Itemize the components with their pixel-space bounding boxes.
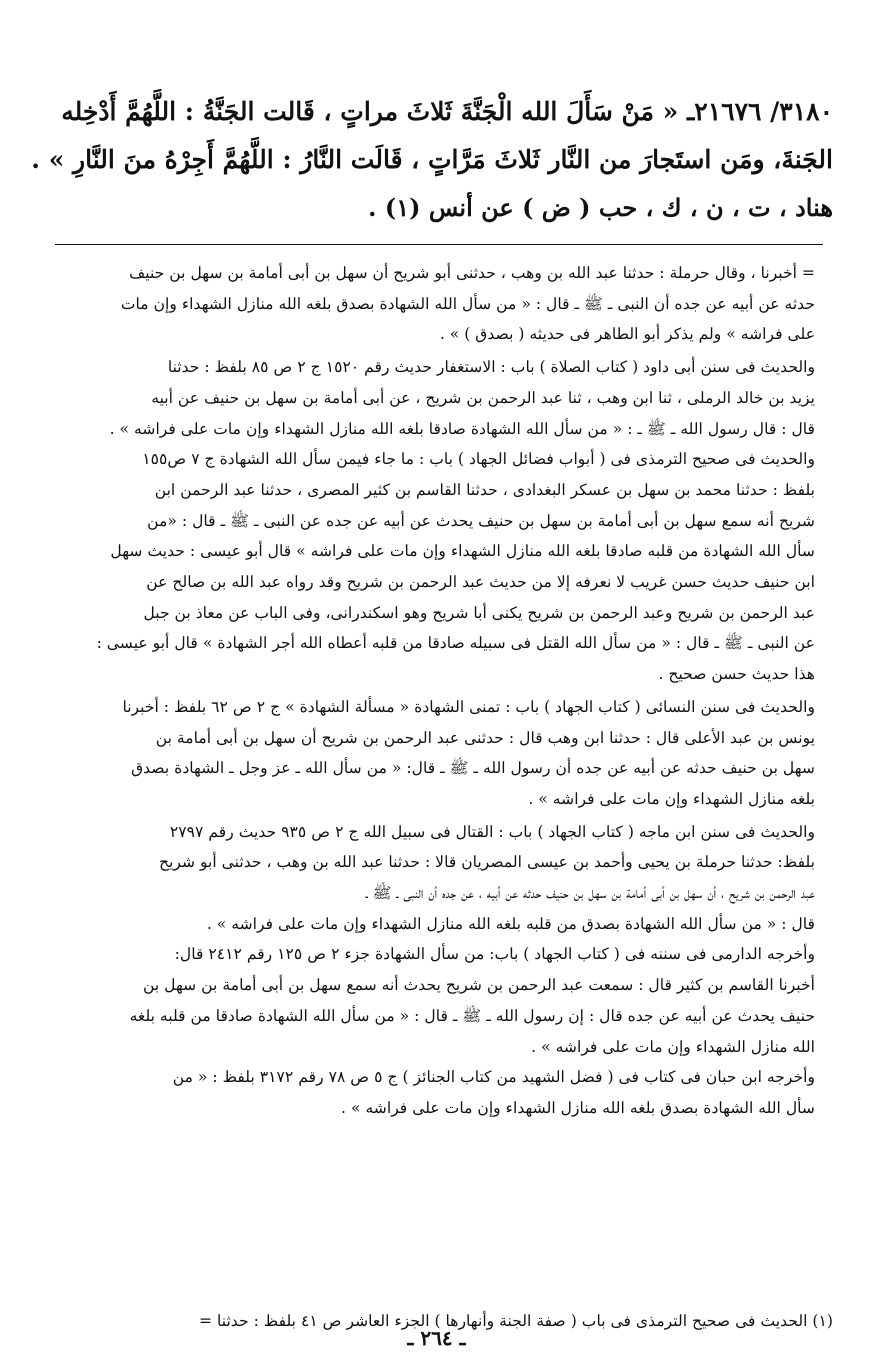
commentary — [28, 258, 815, 1124]
commentary-line: عبد الرحمن بن شريح وعبد الرحمن بن شريح يكنى أبا شريح وهو اسكندرانى، وفى الباب عن معاذ بن جبل — [143, 603, 815, 622]
commentary-line: وأخرجه ابن حبان فى كتاب فى ( فضل الشهيد من كتاب الجنائز ) ج ٥ ص ٧٨ رقم ٣١٧٢ بلفظ : « من — [172, 1068, 815, 1087]
commentary-line: يونس بن عبد الأعلى قال : حدثنا ابن وهب قال : حدثنى عبد الرحمن بن شريح أن سهل بن أبى أمامة بن — [155, 728, 815, 747]
commentary-line: بلغه منازل الشهداء وإن مات على فراشه » . — [528, 789, 815, 808]
commentary-line: يزيد بن خالد الرملى ، ثنا ابن وهب ، ثنا عبد الرحمن بن شريح ، عن أبى أمامة بن سهل بن حنيف عن أبيه — [151, 388, 815, 407]
commentary-line: حدثه عن أبيه عن جده أن النبى ـ ﷺ ـ قال : « من سأل الله الشهادة بصدق بلغه الله منازل الشهداء وإن مات — [120, 294, 815, 313]
commentary-line: والحديث فى صحيح الترمذى فى ( أبواب فضائل الجهاد ) باب : ما جاء فيمن سأل الله الشهادة ج ٧ ص١٥٥ — [142, 450, 815, 469]
footnote-separator — [55, 244, 823, 245]
page-number: ـ ٢٦٤ ـ — [407, 1326, 466, 1350]
commentary-line: حنيف يحدث عن أبيه عن جده قال : إن رسول الله ـ ﷺ ـ قال : « من سأل الله الشهادة صادقا من قلبه بلغه — [129, 1006, 815, 1025]
commentary-line: قال : قال رسول الله ـ ﷺ ـ : « من سأل الله الشهادة صادقا بلغه الله منازل الشهداء وإن مات على فراشه » . — [109, 419, 815, 438]
hadith-text — [30, 88, 833, 232]
commentary-line: على فراشه » ولم يذكر أبو الطاهر فى حديثه ( بصدق ) » . — [439, 325, 815, 344]
hadith-line: الجَنةَ، ومَن استَجارَ من النَّار ثَلاثَ مَرَّاتٍ ، قَالَت النَّارُ : اللَّهُمَّ أَجِرْهُ منَ النَّارِ » . — [31, 145, 833, 174]
commentary-line: بلفظ: حدثنا حرملة بن يحيى وأحمد بن عيسى المصريان قالا : حدثنا عبد الله بن وهب ، حدثنى أبو شريح — [158, 853, 815, 872]
commentary-line: أخبرنا القاسم بن كثير قال : سمعت عبد الرحمن بن شريح يحدث أنه سمع سهل بن أبى أمامة بن سهل بن — [143, 976, 815, 995]
commentary-line: والحديث فى سنن النسائى ( كتاب الجهاد ) باب : تمنى الشهادة « مسألة الشهادة » ج ٢ ص ٦٢ بلفظ : أخبرنا — [122, 697, 815, 716]
commentary-line: وأخرجه الدارمى فى سننه فى ( كتاب الجهاد ) باب: من سأل الشهادة جزء ٢ ص ١٢٥ رقم ٢٤١٢ قال: — [174, 945, 815, 964]
commentary-line: = أخبرنا ، وقال حرملة : حدثنا عبد الله بن وهب ، حدثنى أبو شريح أن سهل بن أبى أمامة بن سهل بن حنيف — [129, 264, 815, 282]
commentary-line: الله منازل الشهداء وإن مات على فراشه » . — [531, 1037, 815, 1056]
commentary-line: عن النبى ـ ﷺ ـ قال : « من سأل الله القتل فى سبيله صادقا من قلبه أعطاه الله أجر الشهادة » قال أبو عيسى : — [96, 634, 815, 653]
commentary-line: والحديث فى سنن أبى داود ( كتاب الصلاة ) باب : الاستغفار حديث رقم ١٥٢٠ ج ٢ ص ٨٥ بلفظ : حدثنا — [167, 358, 815, 377]
footnote: (١) الحديث فى صحيح الترمذى فى باب ( صفة الجنة وأنهارها ) الجزء العاشر ص ٤١ بلفظ : حدثنا = — [198, 1312, 833, 1330]
commentary-line: قال : « من سأل الله الشهادة بصدق من قلبه بلغه الله منازل الشهداء وإن مات على فراشه » . — [206, 914, 815, 933]
commentary-line: بلفظ : حدثنا محمد بن سهل بن عسكر البغدادى ، حدثنا القاسم بن كثير المصرى ، حدثنا عبد الرحمن ابن — [154, 480, 815, 499]
commentary-line: والحديث فى سنن ابن ماجه ( كتاب الجهاد ) باب : القتال فى سبيل الله ج ٢ ص ٩٣٥ حديث رقم ٢٧٩٧ — [169, 822, 815, 841]
commentary-line: ابن حنيف حديث حسن غريب لا نعرفه إلا من حديث عبد الرحمن بن شريح وقد رواه عبد الله بن صالح عن — [146, 573, 815, 592]
commentary-line: شريح أنه سمع سهل بن أبى أمامة بن سهل بن حنيف يحدث عن أبيه عن جده عن النبى ـ ﷺ ـ قال : «من — [147, 511, 815, 530]
hadith-source-line: هناد ، ت ، ن ، ك ، حب ( ض ) عن أنس (١) . — [368, 193, 833, 222]
commentary-line: سأل الله الشهادة من قلبه صادقا بلغه الله منازل الشهداء وإن مات على فراشه » قال أبو عيسى : حديث سهل — [110, 542, 815, 561]
commentary-line: عبد الرحمن بن شريح ، أن سهل بن أبى أمامة بن سهل بن حنيف حدثه عن أبيه ، عن جده أن النبى ـ ﷺ ـ — [365, 884, 815, 903]
hadith-line: ٣١٨٠/ ٢١٦٧٦ـ « مَنْ سَأَلَ الله الْجَنَّةَ ثَلاثَ مراتٍ ، قَالت الجَنَّةُ : اللَّهُمَّ أَدْخِله — [61, 97, 833, 126]
commentary-line: سهل بن حنيف حدثه عن أبيه عن جده أن رسول الله ـ ﷺ ـ قال: « من سأل الله ـ عز وجل ـ الشهادة بصدق — [131, 759, 815, 778]
commentary-line: هذا حديث حسن صحيح . — [658, 665, 815, 684]
commentary-line: سأل الله الشهادة بصدق بلغه الله منازل الشهداء وإن مات على فراشه » . — [341, 1098, 815, 1117]
